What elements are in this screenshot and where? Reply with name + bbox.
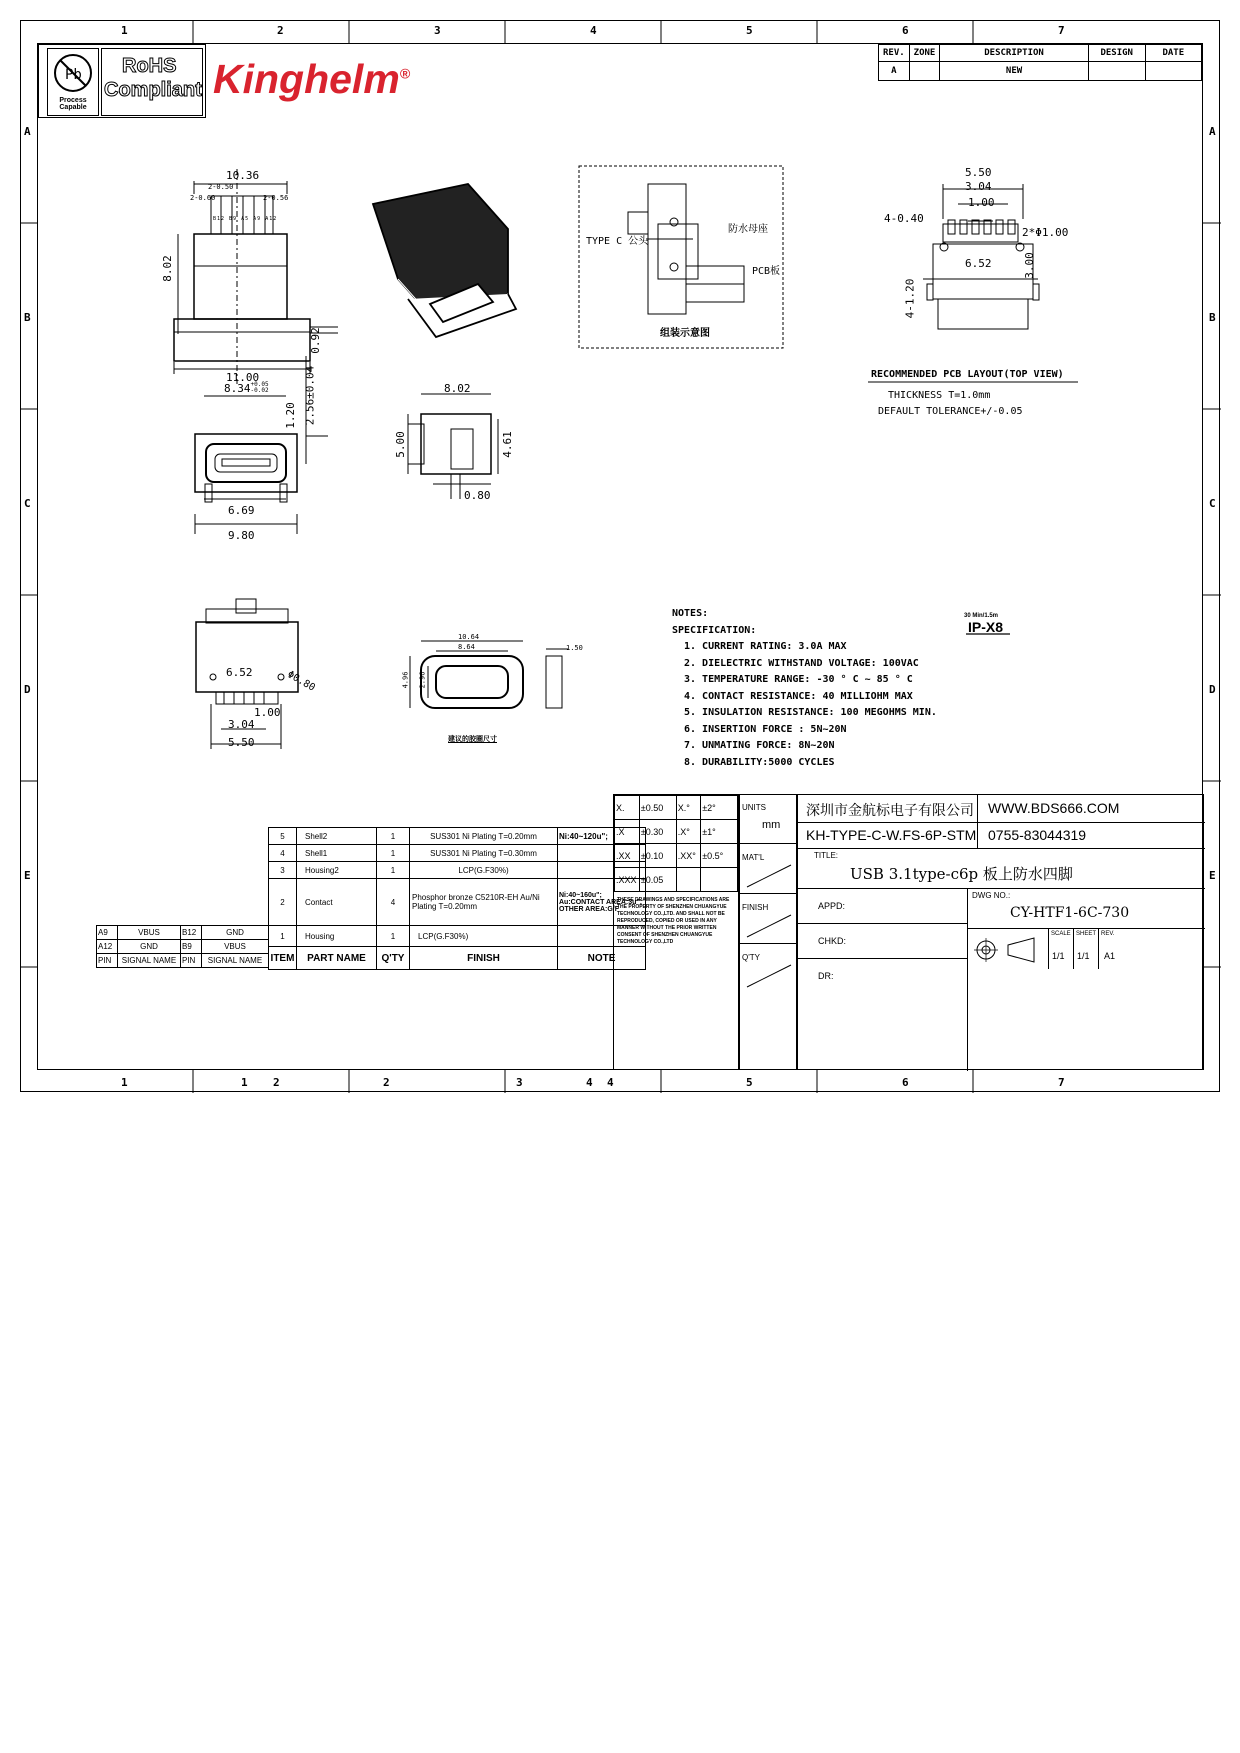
note-item: 5. INSULATION RESISTANCE: 100 MEGOHMS MIN.	[684, 707, 937, 718]
zone-letter: E	[24, 869, 31, 882]
signal-cell: GND	[202, 926, 269, 940]
assembly-label: TYPE C 公头	[586, 236, 649, 247]
pin-labels	[213, 216, 277, 222]
signal-header: SIGNAL NAME	[202, 954, 269, 968]
tol-value: ±0.10	[639, 844, 676, 868]
bom-header: PART NAME	[297, 947, 377, 970]
bom-header-row	[269, 947, 646, 970]
tol-value: ±0.50	[639, 796, 676, 820]
bom-finish: LCP(G.F30%)	[410, 862, 558, 879]
rev-header: REV.	[879, 45, 910, 62]
dim-label: 1.00	[254, 706, 281, 719]
scale-label: SCALE	[1051, 931, 1071, 937]
dim-label: 4-1.20	[903, 278, 917, 319]
notes-title: NOTES:	[672, 608, 709, 619]
title-block	[797, 794, 1204, 1070]
slash-mark	[745, 861, 793, 891]
tol-value	[701, 868, 738, 892]
dim-label: 5.50	[228, 736, 255, 749]
bom-header: Q'TY	[377, 947, 410, 970]
bom-note: Ni:40~120u";	[558, 828, 646, 845]
signal-cell: VBUS	[202, 940, 269, 954]
pcb-thickness: THICKNESS T=1.0mm	[888, 390, 991, 401]
dim-label: 3.00	[1022, 252, 1036, 279]
dim-label: 1.50	[566, 644, 583, 652]
slash-mark	[745, 911, 793, 941]
note-item: 3. TEMPERATURE RANGE: -30 ° C ~ 85 ° C	[684, 674, 913, 685]
bom-qty: 1	[377, 926, 410, 947]
pin-cell: B12	[181, 926, 202, 940]
note-item: 4. CONTACT RESISTANCE: 40 MILLIOHM MAX	[684, 690, 913, 702]
zone-number: 6	[902, 24, 909, 37]
rev-label: REV.	[1101, 931, 1115, 937]
svg-text:Pb: Pb	[65, 67, 82, 83]
dim-label: 2-0.56	[263, 194, 289, 202]
company-name: 深圳市金航标电子有限公司	[806, 802, 974, 818]
rev-value: A	[879, 62, 910, 81]
zone-number: 3	[516, 1076, 523, 1089]
bom-item: 4	[269, 845, 297, 862]
zone-number: 5	[746, 24, 753, 37]
finish-label: FINISH	[742, 903, 769, 912]
zone-number: 1	[121, 24, 128, 37]
dim-label: 10.36	[226, 169, 260, 182]
dim-label: 9.80	[228, 529, 255, 542]
dim-label: 8.64	[458, 643, 475, 651]
dim-label: 2*Φ1.00	[1022, 226, 1069, 239]
sheet-label: SHEET	[1076, 931, 1097, 937]
zone-number: 2	[383, 1076, 390, 1089]
drawing-number: CY-HTF1-6C-730	[1010, 905, 1130, 921]
registered-mark: ®	[399, 65, 411, 82]
pcb-tolerance: DEFAULT TOLERANCE+/-0.05	[878, 406, 1023, 417]
bom-finish: SUS301 Ni Plating T=0.20mm	[410, 828, 558, 845]
dim-lower-tol: -0.02	[250, 387, 269, 394]
dim-label: 5.00	[393, 431, 407, 458]
tol-key: X.	[615, 796, 640, 820]
notes-spec: SPECIFICATION:	[672, 624, 757, 636]
zone-letter: C	[1209, 497, 1216, 510]
zone-number: 5	[746, 1076, 753, 1089]
pin-signal-table	[96, 925, 269, 968]
note-item: 1. CURRENT RATING: 3.0A MAX	[684, 641, 847, 652]
iso-view-drawing	[373, 184, 516, 337]
bom-part: Shell1	[297, 845, 377, 862]
zone-letter: C	[24, 497, 31, 510]
appd-label: APPD:	[818, 901, 846, 911]
logo-text: Kinghelm	[213, 56, 400, 102]
website: WWW.BDS666.COM	[988, 800, 1120, 816]
tol-key: X.°	[676, 796, 700, 820]
dim-value: 8.34	[224, 382, 251, 395]
zone-number: 3	[434, 24, 441, 37]
zone-letter: A	[1209, 125, 1216, 138]
assembly-box	[579, 166, 783, 348]
pin-label: A9	[253, 216, 262, 222]
bom-item: 5	[269, 828, 297, 845]
ip-rating: IP-X8	[968, 619, 1004, 635]
dim-label: 0.92	[308, 327, 322, 354]
pin-label: A5	[241, 216, 250, 222]
tol-value: ±0.05	[639, 868, 676, 892]
tol-key: .XXX	[615, 868, 640, 892]
tol-value: ±0.30	[639, 820, 676, 844]
dim-label: 4.96	[401, 671, 410, 689]
bom-qty: 1	[377, 862, 410, 879]
phone: 0755-83044319	[988, 827, 1087, 843]
zone-number: 2	[273, 1076, 280, 1089]
assembly-drawing	[628, 184, 744, 314]
note-item: 8. DURABILITY:5000 CYCLES	[684, 756, 835, 768]
tol-key	[676, 868, 700, 892]
tolerance-block	[613, 794, 739, 1070]
units-value: mm	[762, 819, 781, 831]
zone-letter: D	[1209, 683, 1216, 696]
assembly-label: 防水母座	[728, 224, 768, 235]
design-header: DESIGN	[1088, 45, 1145, 62]
zone-letter: D	[24, 683, 31, 696]
bom-row	[269, 845, 646, 862]
zone-number: 1	[241, 1076, 248, 1089]
bom-row	[269, 879, 646, 926]
tol-key: .XX°	[676, 844, 700, 868]
tol-value: ±0.5°	[701, 844, 738, 868]
zone-letter: B	[1209, 311, 1216, 324]
drawing-sheet	[20, 20, 1220, 1092]
zone-letter: A	[24, 125, 31, 138]
zone-number: 2	[277, 24, 284, 37]
dwg-no-label: DWG NO.:	[972, 891, 1011, 900]
tol-key: .XX	[615, 844, 640, 868]
signal-cell: VBUS	[118, 926, 181, 940]
dim-label: 6.52	[226, 666, 253, 679]
pin-label: B9	[229, 216, 238, 222]
bom-part: Shell2	[297, 828, 377, 845]
bom-table	[268, 827, 646, 970]
pin-cell: A12	[97, 940, 118, 954]
pin-label: A12	[265, 216, 278, 222]
pin-label: B12	[213, 216, 226, 222]
signal-header: SIGNAL NAME	[118, 954, 181, 968]
gasket-caption: 建议的胶圈尺寸	[448, 735, 497, 743]
zone-number: 4	[586, 1076, 593, 1089]
dim-label: 2-0.50	[208, 183, 234, 191]
dim-label: 1.20	[283, 402, 297, 429]
zone-number: 6	[902, 1076, 909, 1089]
tol-key: .X°	[676, 820, 700, 844]
dim-label: 0.80	[464, 489, 491, 502]
gasket-drawing	[410, 641, 568, 708]
dim-label: 8.02	[444, 382, 471, 395]
units-label: UNITS	[742, 803, 766, 812]
badge-label: Process Capable	[59, 97, 87, 111]
title-label: TITLE:	[814, 851, 839, 860]
bom-part: Housing	[297, 926, 377, 947]
zone-number: 4	[607, 1076, 614, 1089]
assembly-caption: 组装示意图	[660, 328, 710, 339]
dim-upper-tol: +0.05	[250, 381, 269, 388]
zone-number: 7	[1058, 24, 1065, 37]
sheet-value: 1/1	[1077, 951, 1090, 961]
pin-header: PIN	[181, 954, 202, 968]
matl-label: MAT'L	[742, 853, 765, 862]
zone-header: ZONE	[909, 45, 940, 62]
zone-number: 1	[121, 1076, 128, 1089]
assembly-label: PCB板	[752, 266, 781, 277]
ip-rating-sub: 30 Min/1.5m	[964, 613, 999, 619]
bom-item: 1	[269, 926, 297, 947]
tol-value: ±2°	[701, 796, 738, 820]
description-value: NEW	[940, 62, 1088, 81]
dim-label: 8.02	[160, 255, 174, 282]
bom-part: Contact	[297, 879, 377, 926]
units-column	[739, 794, 797, 1070]
scale-value: 1/1	[1052, 951, 1065, 961]
tolerance-table	[614, 795, 738, 892]
dim-label: 2.56±0.04	[303, 365, 317, 426]
bom-row	[269, 862, 646, 879]
dim-label: 11.00	[226, 371, 260, 384]
dim-label: Φ0.80	[285, 669, 317, 694]
rev-value: A1	[1104, 951, 1116, 961]
date-header: DATE	[1145, 45, 1201, 62]
note-item: 2. DIELECTRIC WITHSTAND VOLTAGE: 100VAC	[684, 657, 919, 669]
drawing-frame	[37, 43, 1203, 1070]
scale-block	[968, 929, 1205, 969]
bom-qty: 1	[377, 828, 410, 845]
dim-label-tolerance	[224, 382, 269, 395]
dim-label: 1.00	[968, 196, 995, 209]
bom-header: NOTE	[558, 947, 646, 970]
notes-block	[672, 606, 937, 771]
side-view-drawing	[408, 394, 498, 499]
tol-value: ±1°	[701, 820, 738, 844]
bom-finish: LCP(G.F30%)	[410, 926, 558, 947]
dim-label: 6.52	[965, 257, 992, 270]
bom-finish: SUS301 Ni Plating T=0.30mm	[410, 845, 558, 862]
note-item: 6. INSERTION FORCE : 5N~20N	[684, 723, 847, 735]
dim-label: 4-0.40	[884, 212, 924, 225]
bom-part: Housing2	[297, 862, 377, 879]
dim-label: 2-0.60	[190, 194, 216, 202]
dim-label: 4.61	[500, 431, 514, 458]
zone-number: 7	[1058, 1076, 1065, 1089]
note-item: 7. UNMATING FORCE: 8N~20N	[684, 740, 835, 751]
bom-qty: 4	[377, 879, 410, 926]
property-note: THESE DRAWINGS AND SPECIFICATIONS ARE THE PROPERTY OF SHENZHEN CHUANGYUE TECHNOLOGY CO.,LTD. AND SHALL NOT BE REPRODUCED, COPIED OR USED IN ANY MANNER WITHOUT THE PRIOR WRITTEN CONSENT OF SHENZHEN CHUANGYUE TECHNOLOGY CO.,LTD	[617, 897, 730, 945]
bom-qty: 1	[377, 845, 410, 862]
slash-mark	[745, 961, 793, 991]
dr-label: DR:	[818, 971, 834, 981]
dim-label: 5.50	[965, 166, 992, 179]
part-number: KH-TYPE-C-W.FS-6P-STM	[806, 827, 977, 843]
dim-label: 3.04	[228, 718, 255, 731]
chkd-label: CHKD:	[818, 936, 847, 946]
dim-label: 10.64	[458, 633, 480, 641]
compliant-label: Compliant	[104, 79, 202, 101]
pin-cell: A9	[97, 926, 118, 940]
signal-cell: GND	[118, 940, 181, 954]
pin-header: PIN	[97, 954, 118, 968]
description-header: DESCRIPTION	[940, 45, 1088, 62]
bom-header: FINISH	[410, 947, 558, 970]
zone-number: 4	[590, 24, 597, 37]
projection-symbol-icon	[972, 935, 1042, 965]
pcb-layout-title: RECOMMENDED PCB LAYOUT(TOP VIEW)	[871, 369, 1064, 380]
tol-key: .X	[615, 820, 640, 844]
rohs-label: RoHS	[122, 55, 177, 77]
bom-item: 3	[269, 862, 297, 879]
bom-item: 2	[269, 879, 297, 926]
dim-label: 2.96	[418, 671, 427, 689]
bom-header: ITEM	[269, 947, 297, 970]
dim-label: 6.69	[228, 504, 255, 517]
bom-row	[269, 828, 646, 845]
pin-cell: B9	[181, 940, 202, 954]
qty-label: Q'TY	[742, 953, 760, 962]
bom-row	[269, 926, 646, 947]
bom-note: Ni:40~160u"; Au:CONTACT AREA:3u"; OTHER AREA:G/F	[558, 879, 646, 926]
bom-finish: Phosphor bronze C5210R-EH Au/Ni Plating T=0.20mm	[410, 879, 558, 926]
drawing-title: USB 3.1type-c6p 板上防水四脚	[850, 865, 1073, 883]
zone-letter: E	[1209, 869, 1216, 882]
zone-letter: B	[24, 311, 31, 324]
dim-label: 3.04	[965, 180, 992, 193]
